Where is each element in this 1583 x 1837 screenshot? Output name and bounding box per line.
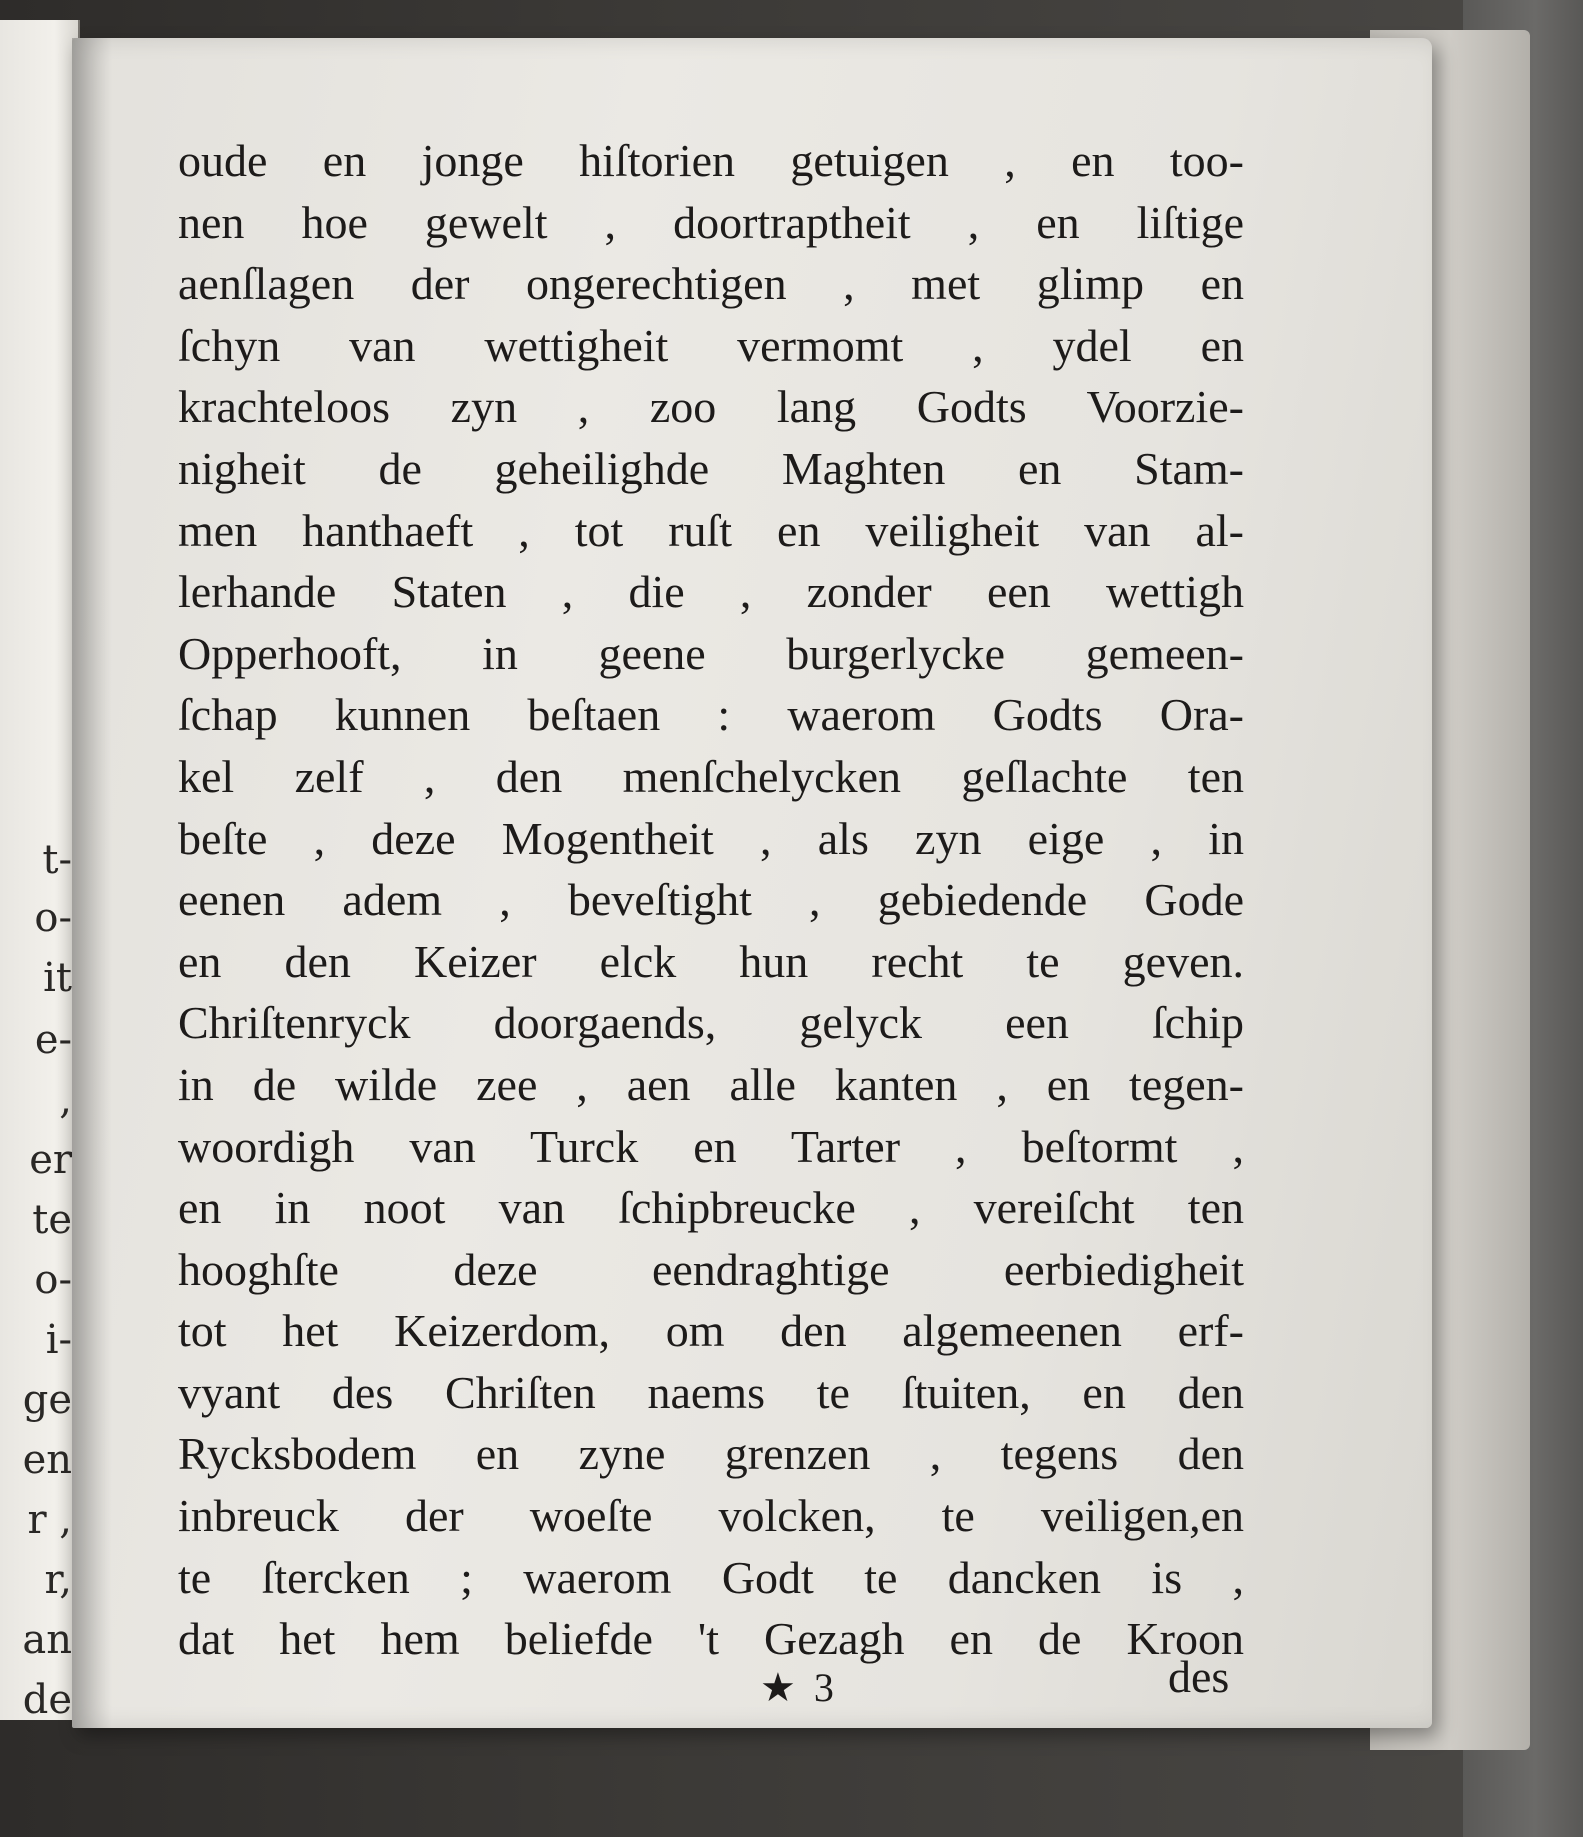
left-page-fragment: it — [43, 955, 72, 1001]
left-page-fragment: ge — [22, 1377, 72, 1423]
text-line: ſchap kunnen beſtaen : waerom Godts Ora- — [178, 689, 1244, 741]
text-line: inbreuck der woeſte volcken, te veiligen,en — [178, 1490, 1244, 1542]
left-page-fragment: te — [32, 1197, 72, 1243]
page-text — [178, 130, 1244, 1670]
gutter-shadow — [72, 38, 112, 1728]
text-line: te ſtercken ; waerom Godt te dancken is , — [178, 1551, 1244, 1603]
left-page-fragment: , — [59, 1077, 72, 1123]
left-page-fragment: an — [22, 1617, 72, 1663]
text-line: en in noot van ſchipbreucke , vereiſcht ten — [178, 1182, 1244, 1234]
text-line: nigheit de geheilighde Maghten en Stam- — [178, 442, 1244, 494]
left-page-fragment: de — [22, 1677, 72, 1720]
text-line: woordigh van Turck en Tarter , beſtormt , — [178, 1120, 1244, 1172]
text-line: hooghſte deze eendraghtige eerbiedigheit — [178, 1243, 1244, 1295]
text-line: Opperhooft, in geene burgerlycke gemeen- — [178, 627, 1244, 679]
text-line: ſchyn van wettigheit vermomt , ydel en — [178, 319, 1244, 371]
text-line: Chriſtenryck doorgaends, gelyck een ſchip — [178, 997, 1244, 1049]
text-line: kel zelf , den menſchelycken geſlachte ten — [178, 750, 1244, 802]
text-line: lerhande Staten , die , zonder een wettigh — [178, 566, 1244, 618]
left-page-edge — [0, 20, 80, 1720]
text-line: krachteloos zyn , zoo lang Godts Voorzie- — [178, 381, 1244, 433]
text-line: eenen adem , beveſtight , gebiedende Gode — [178, 874, 1244, 926]
text-line: men hanthaeft , tot ruſt en veiligheit van al- — [178, 504, 1244, 556]
text-line: in de wilde zee , aen alle kanten , en tegen- — [178, 1058, 1244, 1110]
text-line: vyant des Chriſten naems te ſtuiten, en den — [178, 1366, 1244, 1418]
signature-mark: ★ 3 — [760, 1665, 838, 1710]
text-line: nen hoe gewelt , doortraptheit , en liſtige — [178, 196, 1244, 248]
text-line: Rycksbodem en zyne grenzen , tegens den — [178, 1428, 1244, 1480]
text-line: beſte , deze Mogentheit , als zyn eige , in — [178, 812, 1244, 864]
text-line: aenſlagen der ongerechtigen , met glimp en — [178, 258, 1244, 310]
left-page-fragment: en — [22, 1437, 72, 1483]
left-page-fragment: r, — [44, 1557, 72, 1603]
text-line: en den Keizer elck hun recht te geven. — [178, 935, 1244, 987]
text-line: tot het Keizerdom, om den algemeenen erf- — [178, 1305, 1244, 1357]
left-page-fragment: i- — [45, 1317, 72, 1363]
text-line: oude en jonge hiſtorien getuigen , en too- — [178, 135, 1244, 186]
text-line: dat het hem beliefde 't Gezagh en de Kroon — [178, 1613, 1244, 1665]
left-page-fragment: o- — [34, 1257, 72, 1303]
left-page-fragment: r , — [27, 1497, 72, 1543]
catchword: des — [1168, 1651, 1230, 1702]
left-page-fragment: t- — [42, 837, 72, 883]
left-page-fragment: er — [29, 1137, 72, 1183]
left-page-fragment: o- — [34, 895, 72, 941]
left-page-fragment: e- — [34, 1017, 72, 1063]
